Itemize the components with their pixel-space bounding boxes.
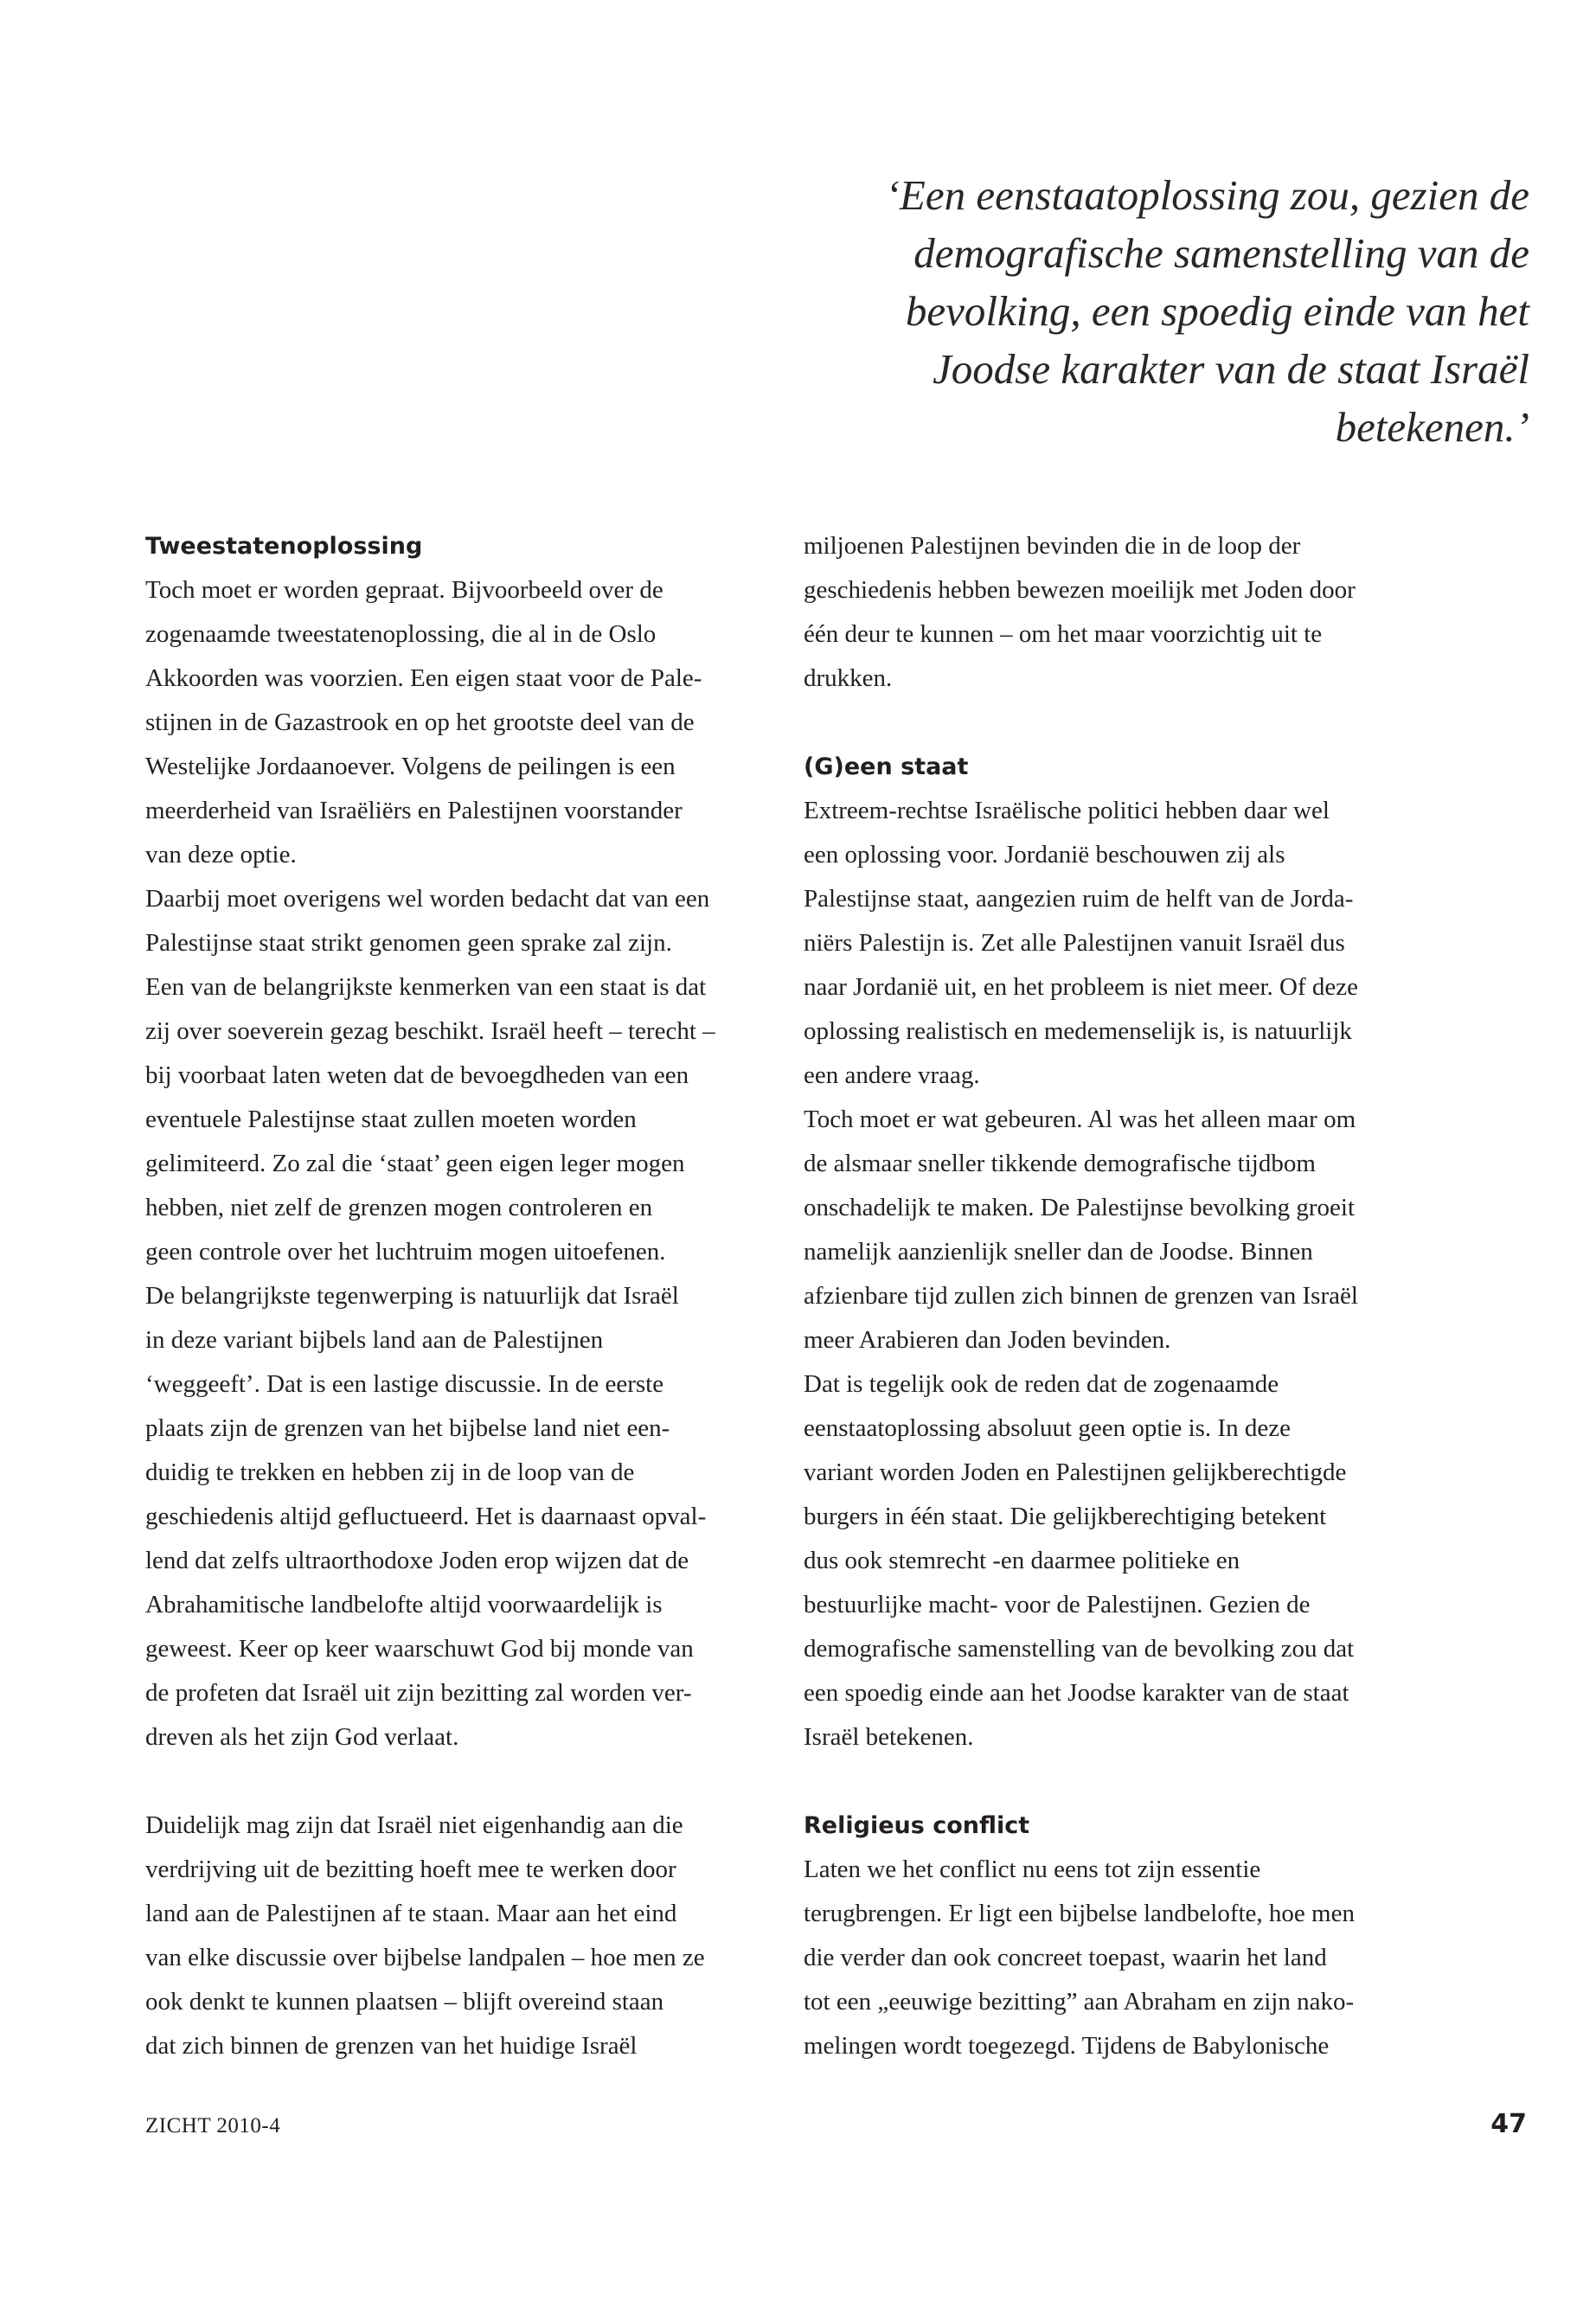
text-line: geschiedenis hebben bewezen moeilijk met Joden door [804,576,1356,604]
pull-quote-line: betekenen.’ [1335,403,1529,451]
text-line: Dat is tegelijk ook de reden dat de zogenaamde [804,1370,1279,1398]
text-line: Palestijnse staat, aangezien ruim de helft van de Jorda- [804,885,1354,913]
text-line: oplossing realistisch en medemenselijk is, is natuurlijk [804,1017,1352,1045]
paragraph [804,1848,1401,2068]
text-line: namelijk aanzienlijk sneller dan de Joodse. Binnen [804,1238,1313,1266]
text-line: bestuurlijke macht- voor de Palestijnen. Gezien de [804,1591,1311,1618]
section-heading-religieus-conflict: Religieus conflict [804,1812,1030,1839]
text-line: geschiedenis altijd gefluctueerd. Het is daarnaast opval- [145,1503,707,1530]
paragraph [145,568,742,877]
text-line: zij over soeverein gezag beschikt. Israël heeft – terecht – [145,1017,715,1045]
text-line: naar Jordanië uit, en het probleem is niet meer. Of deze [804,973,1358,1001]
text-line: van elke discussie over bijbelse landpalen – hoe men ze [145,1944,705,1971]
pull-quote-line: demografische samenstelling van de [913,229,1529,277]
text-line: melingen wordt toegezegd. Tijdens de Babylonische [804,2032,1330,2060]
paragraph [804,789,1401,1098]
text-line: Daarbij moet overigens wel worden bedacht dat van een [145,885,710,913]
text-line: lend dat zelfs ultraorthodoxe Joden erop wijzen dat de [145,1547,689,1574]
pull-quote [830,166,1529,456]
text-line: Palestijnse staat strikt genomen geen sprake zal zijn. [145,929,672,957]
text-line: Extreem-rechtse Israëlische politici hebben daar wel [804,797,1330,824]
text-line: variant worden Joden en Palestijnen gelijkberechtigde [804,1458,1347,1486]
text-line: in deze variant bijbels land aan de Palestijnen [145,1326,604,1354]
paragraph [145,1804,742,2068]
text-line: ook denkt te kunnen plaatsen – blijft overeind staan [145,1988,664,2016]
text-line: van deze optie. [145,841,297,868]
text-line: onschadelijk te maken. De Palestijnse bevolking groeit [804,1194,1356,1221]
text-line: eventuele Palestijnse staat zullen moeten worden [145,1106,637,1133]
journal-issue: ZICHT 2010-4 [145,2114,281,2138]
pull-quote-line: bevolking, een spoedig einde van het [905,287,1529,335]
text-line: Duidelijk mag zijn dat Israël niet eigenhandig aan die [145,1811,683,1839]
text-line: stijnen in de Gazastrook en op het grootste deel van de [145,708,695,736]
pull-quote-line: Joodse karakter van de staat Israël [933,345,1529,393]
text-line: demografische samenstelling van de bevolking zou dat [804,1635,1355,1663]
text-line: ‘weggeeft’. Dat is een lastige discussie. In de eerste [145,1370,664,1398]
text-line: dat zich binnen de grenzen van het huidige Israël [145,2032,638,2060]
text-line: Toch moet er wat gebeuren. Al was het alleen maar om [804,1106,1356,1133]
text-line: tot een „eeuwige bezitting” aan Abraham en zijn nako- [804,1988,1355,2016]
text-line: Westelijke Jordaanoever. Volgens de peilingen is een [145,753,676,780]
text-line: een andere vraag. [804,1061,980,1089]
text-line: land aan de Palestijnen af te staan. Maar aan het eind [145,1900,677,1927]
text-line: plaats zijn de grenzen van het bijbelse land niet een- [145,1414,670,1442]
section-heading-geen-staat: (G)een staat [804,753,969,780]
text-line: een spoedig einde aan het Joodse karakter van de staat [804,1679,1349,1707]
text-line: verdrijving uit de bezitting hoeft mee te werken door [145,1856,676,1883]
text-line: Akkoorden was voorzien. Een eigen staat voor de Pale- [145,664,702,692]
paragraph-gap [804,701,1401,745]
paragraph [804,524,1401,701]
text-line: eenstaatoplossing absoluut geen optie is. In deze [804,1414,1291,1442]
text-line: de profeten dat Israël uit zijn bezitting zal worden ver- [145,1679,692,1707]
text-line: Israël betekenen. [804,1723,974,1751]
right-column [804,524,1401,2068]
text-line: burgers in één staat. Die gelijkberechtiging betekent [804,1503,1327,1530]
section-heading-tweestatenoplossing: Tweestatenoplossing [145,533,423,560]
text-line: zogenaamde tweestatenoplossing, die al in de Oslo [145,620,657,648]
text-line: drukken. [804,664,893,692]
text-line: meer Arabieren dan Joden bevinden. [804,1326,1171,1354]
paragraph [145,877,742,1274]
text-line: dus ook stemrecht -en daarmee politieke en [804,1547,1240,1574]
text-line: afzienbare tijd zullen zich binnen de grenzen van Israël [804,1282,1358,1310]
text-line: terugbrengen. Er ligt een bijbelse landbelofte, hoe men [804,1900,1355,1927]
text-line: Abrahamitische landbelofte altijd voorwaardelijk is [145,1591,663,1618]
text-line: een oplossing voor. Jordanië beschouwen zij als [804,841,1285,868]
text-line: miljoenen Palestijnen bevinden die in de loop der [804,532,1301,560]
page-number: 47 [1490,2109,1527,2139]
text-line: Een van de belangrijkste kenmerken van een staat is dat [145,973,707,1001]
text-line: dreven als het zijn God verlaat. [145,1723,459,1751]
paragraph-gap [804,1759,1401,1804]
text-line: duidig te trekken en hebben zij in de loop van de [145,1458,635,1486]
text-line: die verder dan ook concreet toepast, waarin het land [804,1944,1327,1971]
text-line: Laten we het conflict nu eens tot zijn essentie [804,1856,1261,1883]
text-line: meerderheid van Israëliërs en Palestijnen voorstander [145,797,683,824]
text-line: gelimiteerd. Zo zal die ‘staat’ geen eigen leger mogen [145,1150,685,1177]
text-line: bij voorbaat laten weten dat de bevoegdheden van een [145,1061,689,1089]
paragraph [804,1362,1401,1759]
pull-quote-line: ‘Een eenstaatoplossing zou, gezien de [885,171,1529,219]
text-line: niërs Palestijn is. Zet alle Palestijnen vanuit Israël dus [804,929,1345,957]
paragraph-gap [145,1759,742,1804]
text-line: geweest. Keer op keer waarschuwt God bij monde van [145,1635,694,1663]
left-column [145,524,742,2068]
text-line: geen controle over het luchtruim mogen uitoefenen. [145,1238,666,1266]
text-line: De belangrijkste tegenwerping is natuurlijk dat Israël [145,1282,679,1310]
text-line: één deur te kunnen – om het maar voorzichtig uit te [804,620,1323,648]
paragraph [145,1274,742,1759]
text-line: Toch moet er worden gepraat. Bijvoorbeeld over de [145,576,663,604]
text-line: hebben, niet zelf de grenzen mogen controleren en [145,1194,653,1221]
paragraph [804,1098,1401,1362]
text-line: de alsmaar sneller tikkende demografische tijdbom [804,1150,1316,1177]
